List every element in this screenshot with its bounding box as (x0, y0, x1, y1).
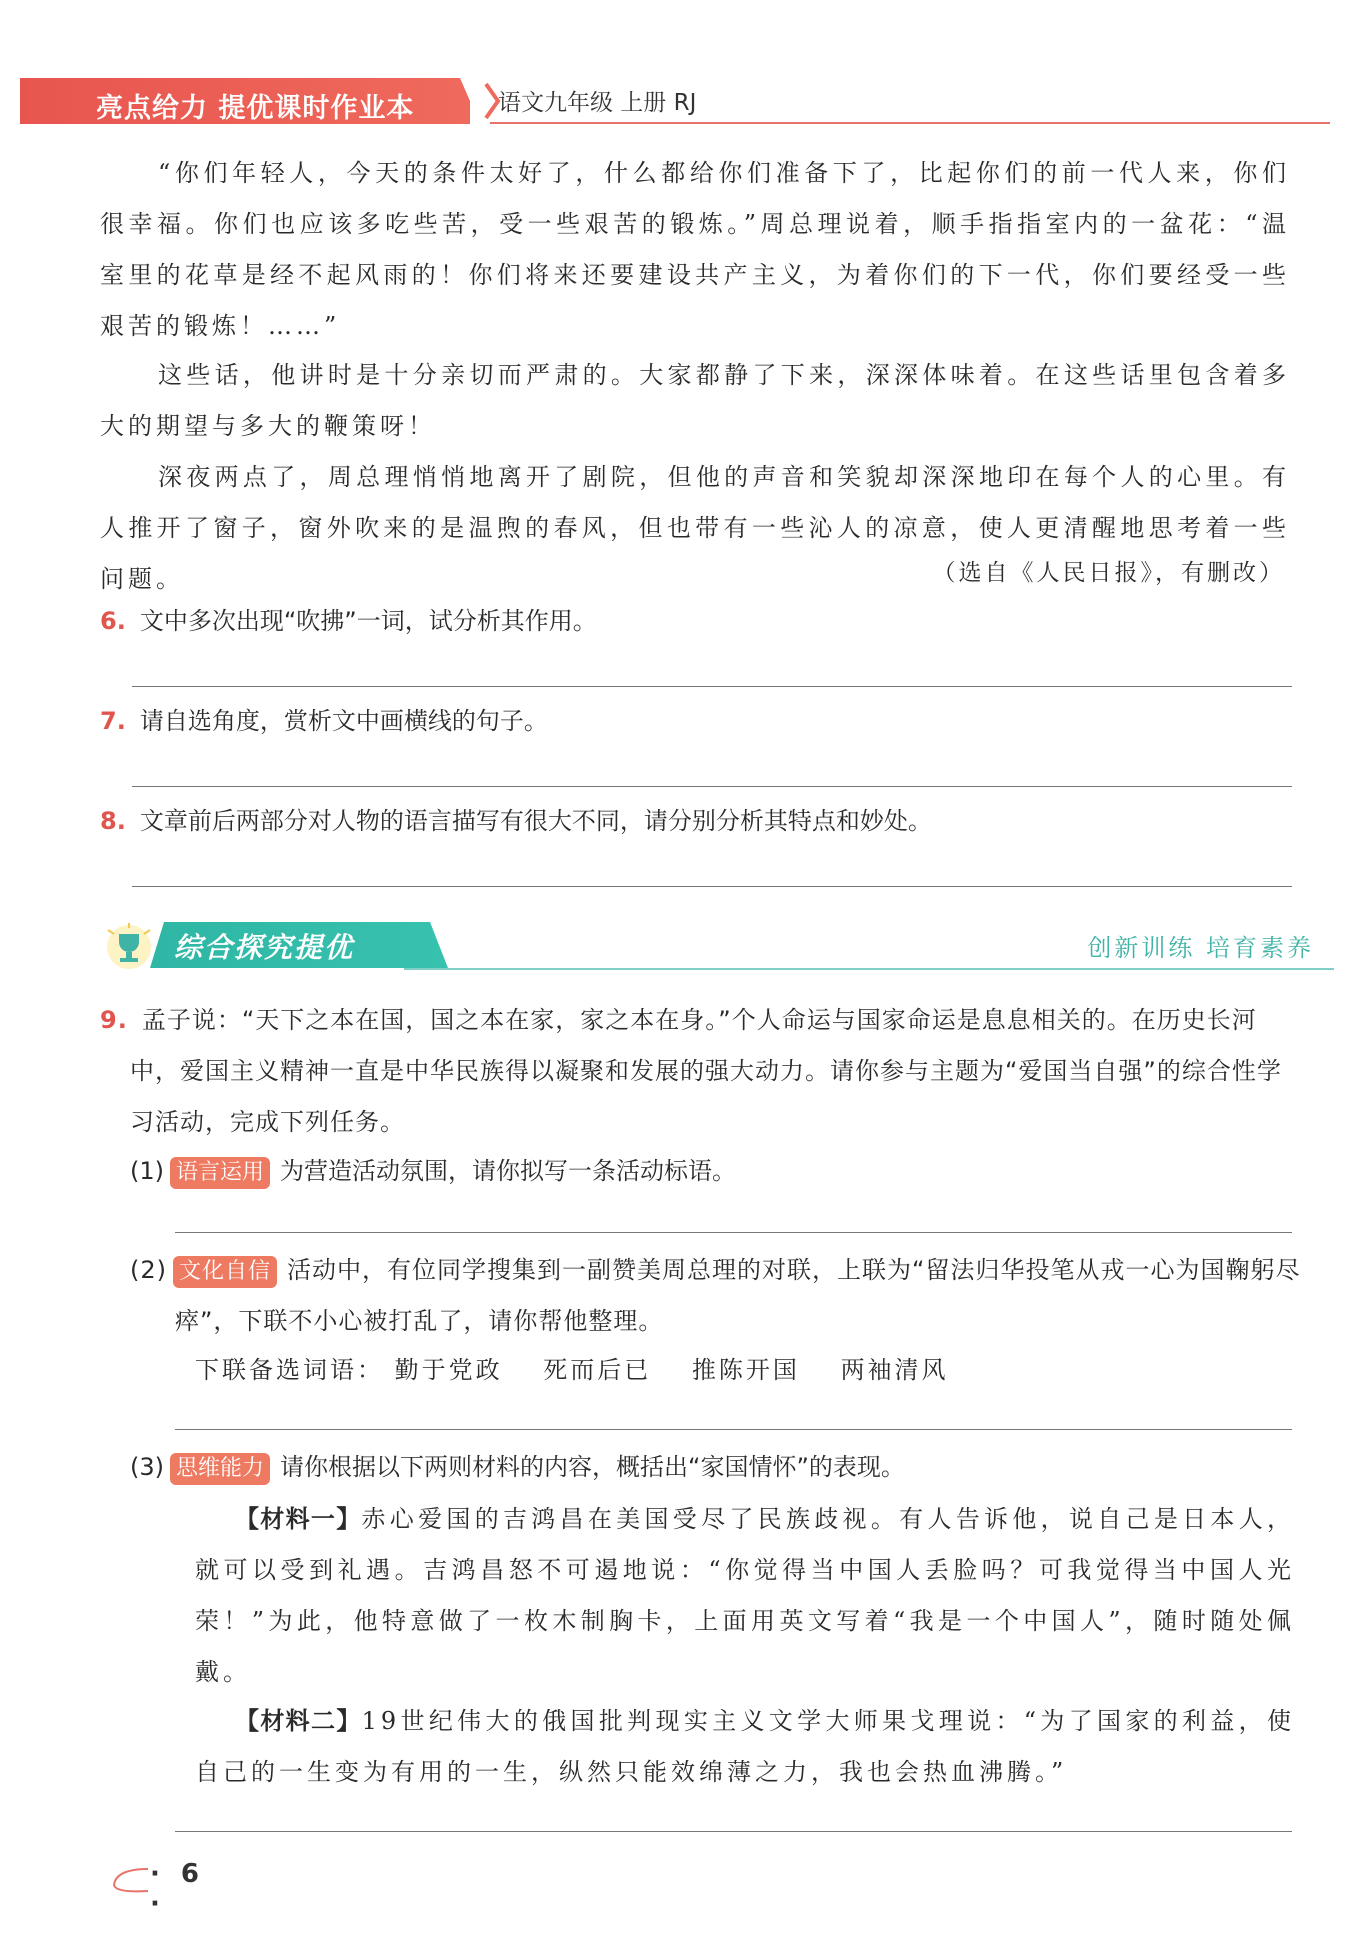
page-swoosh-icon (110, 1865, 150, 1895)
passage-paragraph: “你们年轻人，今天的条件太好了，什么都给你们准备下了，比起你们的前一代人来，你们很幸福。你们也应该多吃些苦，受一些艰苦的锻炼。”周总理说着，顺手指指室内的一盆花：“温室里的花草是经不起风雨的！你们将来还要建设共产主义，为着你们的下一代，你们要经受一些艰苦的锻炼！……” (100, 159, 1290, 340)
question-9 (100, 995, 1290, 1148)
question-text: 请自选角度，赏析文中画横线的句子。 (139, 707, 548, 735)
subquestion-number: (3) (130, 1453, 164, 1481)
answer-line[interactable] (132, 786, 1292, 787)
subquestion-2 (130, 1245, 1345, 1347)
section-rule (404, 968, 1334, 970)
question-number: 9. (100, 1006, 128, 1034)
subquestion-number: (1) (130, 1157, 164, 1185)
page-header (20, 78, 1330, 126)
question-number: 7. (100, 707, 126, 735)
word-option: 死而后已 (543, 1356, 652, 1384)
question-6 (100, 596, 597, 647)
series-title: 亮点给力 提优课时作业本 (96, 93, 415, 124)
word-option: 勤于党政 (394, 1356, 503, 1384)
subquestion-3 (130, 1442, 905, 1493)
subquestion-text: 为营造活动氛围，请你拟写一条活动标语。 (280, 1157, 737, 1185)
section-motto: 创新训练 培育素养 (1087, 934, 1314, 962)
answer-line[interactable] (175, 1232, 1292, 1233)
material-2 (195, 1696, 1295, 1798)
skill-tag: 文化自信 (173, 1256, 277, 1288)
header-rule (490, 122, 1330, 124)
question-number: 6. (100, 607, 126, 635)
skill-tag: 语言运用 (170, 1157, 270, 1189)
material-1 (195, 1494, 1295, 1698)
material-text: 19世纪伟大的俄国批判现实主义文学大师果戈理说：“为了国家的利益，使自己的一生变为有用的一生，纵然只能效绵薄之力，我也会热血沸腾。” (195, 1707, 1296, 1786)
section-banner (104, 916, 1334, 976)
word-option: 两袖清风 (840, 1356, 949, 1384)
book-subtitle: 语文九年级 上册 RJ (498, 90, 697, 116)
subquestion-1 (130, 1146, 736, 1197)
subquestion-number: (2) (130, 1256, 167, 1284)
answer-line[interactable] (132, 686, 1292, 687)
source-citation: （选自《人民日报》，有删改） (932, 560, 1285, 586)
material-text: 赤心爱国的吉鸿昌在美国受尽了民族歧视。有人告诉他，说自己是日本人，就可以受到礼遇。吉鸿昌怒不可遏地说：“你觉得当中国人丢脸吗？可我觉得当中国人光荣！”为此，他特意做了一枚木制胸卡，上面用英文写着“我是一个中国人”，随时随处佩戴。 (195, 1505, 1296, 1686)
question-text: 孟子说：“天下之本在国，国之本在家，家之本在身。”个人命运与国家命运是息息相关的。在历史长河中，爱国主义精神一直是中华民族得以凝聚和发展的强大动力。请你参与主题为“爱国当自强”的综合性学习活动，完成下列任务。 (130, 1006, 1282, 1136)
question-text: 文章前后两部分对人物的语言描写有很大不同，请分别分析其特点和妙处。 (139, 807, 932, 835)
page-number-text: · 6 · (150, 1859, 206, 1919)
answer-line[interactable] (175, 1831, 1292, 1832)
trophy-icon (104, 922, 154, 972)
answer-line[interactable] (175, 1429, 1292, 1430)
section-title: 综合探究提优 (174, 931, 355, 964)
material-label: 【材料一】 (235, 1505, 362, 1533)
answer-line[interactable] (132, 886, 1292, 887)
page-number (110, 1855, 230, 1919)
question-number: 8. (100, 807, 126, 835)
subquestion-text: 请你根据以下两则材料的内容，概括出“家国情怀”的表现。 (280, 1453, 905, 1481)
page (20, 0, 1330, 1951)
skill-tag: 思维能力 (170, 1453, 270, 1485)
subquestion-text: 活动中，有位同学搜集到一副赞美周总理的对联，上联为“留法归华投笔从戎一心为国鞠躬尽瘁”，下联不小心被打乱了，请你帮他整理。 (175, 1256, 1301, 1335)
word-option: 推陈开国 (691, 1356, 800, 1384)
passage-paragraph: 深夜两点了，周总理悄悄地离开了剧院，但他的声音和笑貌却深深地印在每个人的心里。有人推开了窗子，窗外吹来的是温煦的春风，但也带有一些沁人的凉意，使人更清醒地思考着一些问题。 (100, 463, 1290, 593)
question-7 (100, 696, 548, 747)
word-bank (195, 1345, 979, 1396)
word-bank-label: 下联备选词语： (195, 1356, 384, 1384)
material-label: 【材料二】 (235, 1707, 362, 1735)
question-text: 文中多次出现“吹拂”一词，试分析其作用。 (139, 607, 597, 635)
passage-paragraph: 这些话，他讲时是十分亲切而严肃的。大家都静了下来，深深体味着。在这些话里包含着多大的期望与多大的鞭策呀！ (100, 361, 1290, 440)
question-8 (100, 796, 932, 847)
